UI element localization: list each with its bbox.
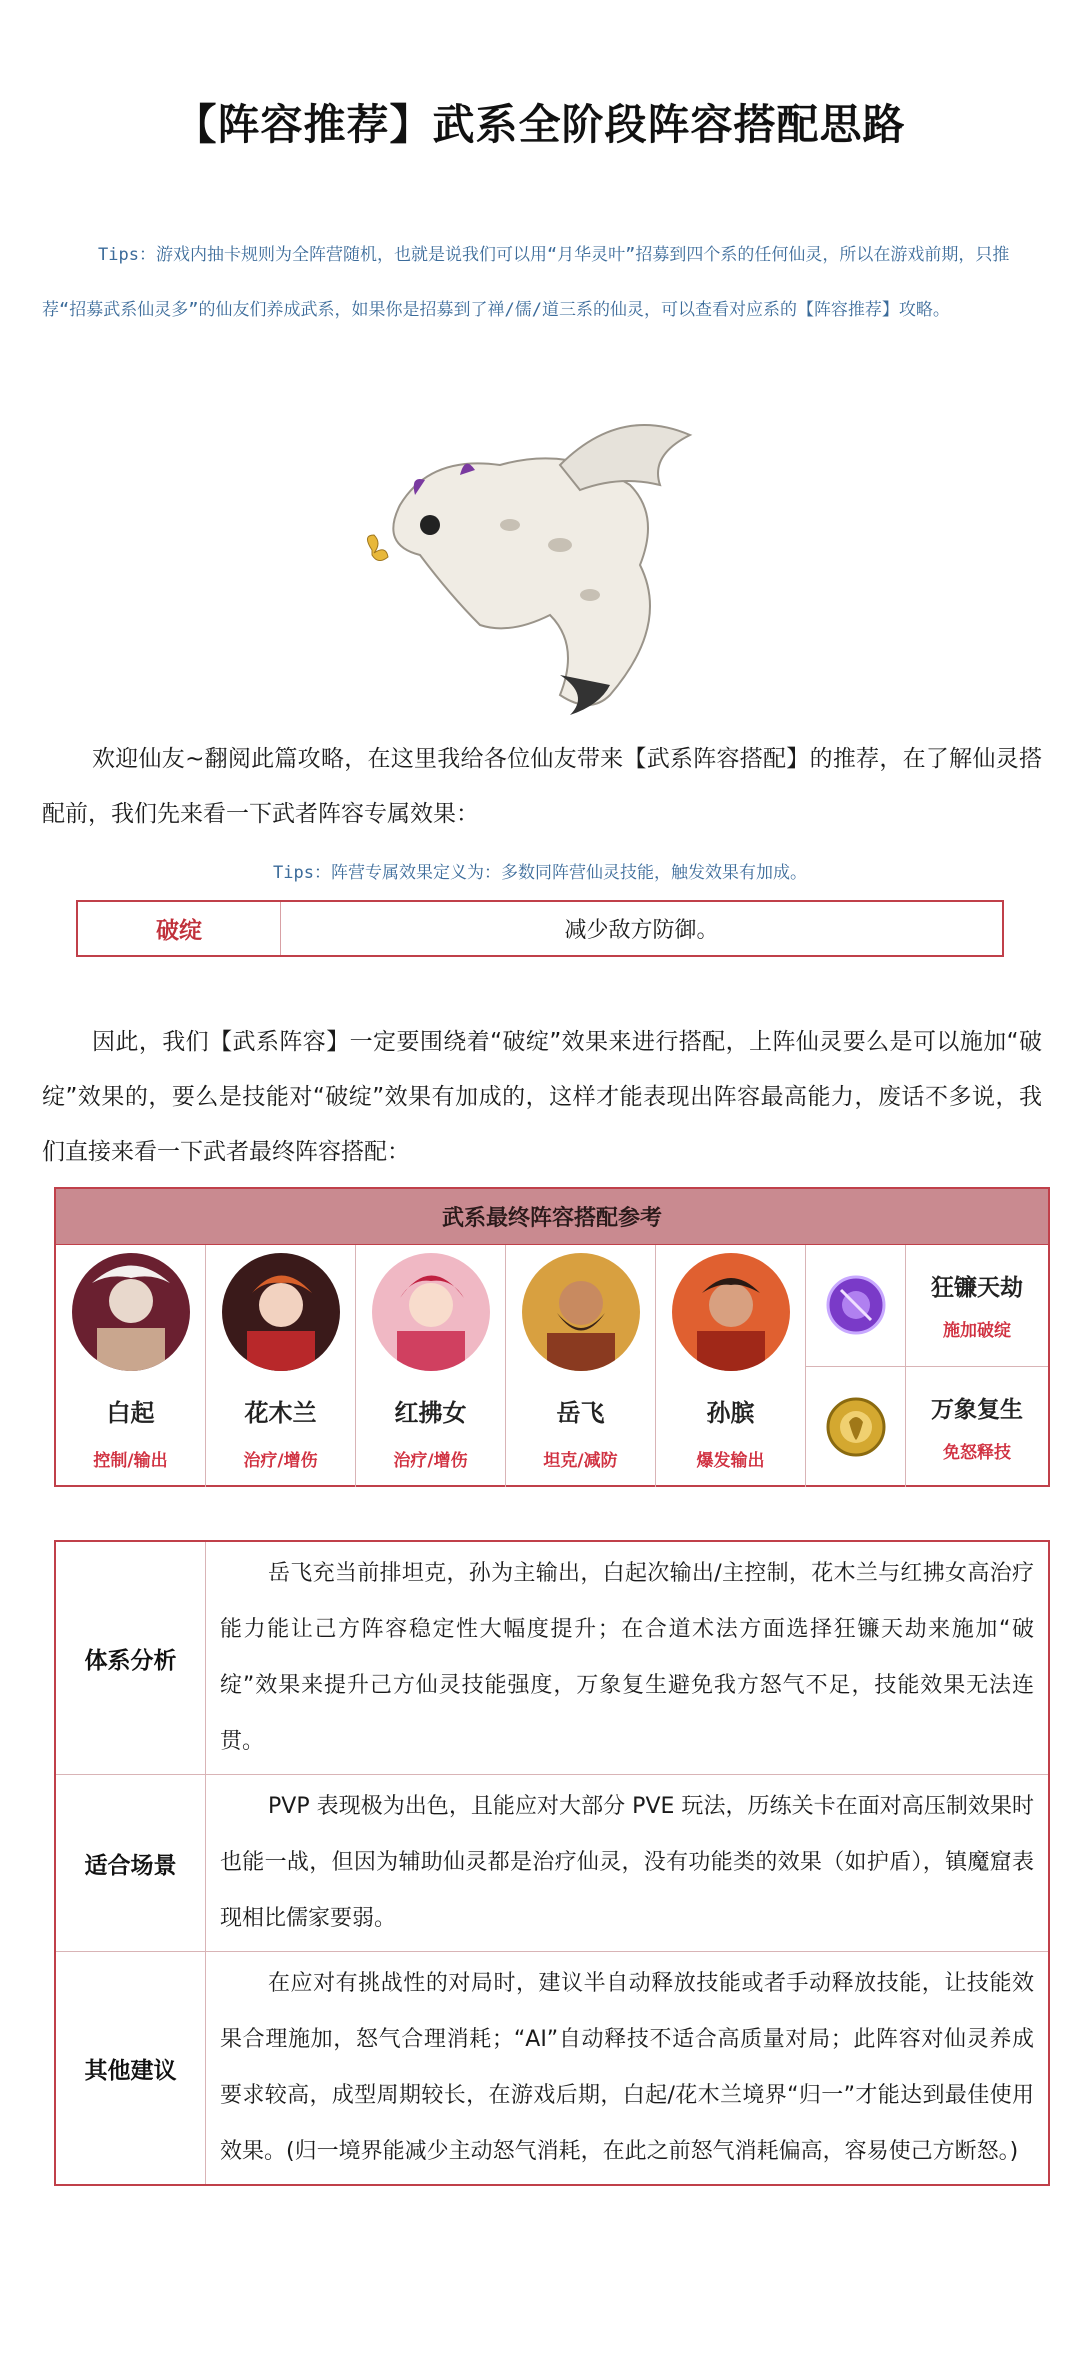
skill-row [806, 1245, 1048, 1367]
hero-avatar [522, 1253, 640, 1371]
hero-role: 控制/输出 [93, 1451, 168, 1471]
skill-name: 万象复生 [931, 1396, 1023, 1423]
hero-role: 爆发输出 [696, 1451, 765, 1471]
skill-effect: 免怒释技 [943, 1442, 1011, 1463]
hero-role: 治疗/增伤 [243, 1451, 318, 1471]
effect-name: 破绽 [78, 902, 281, 955]
analysis-label: 其他建议 [56, 1952, 206, 2184]
analysis-row [56, 1542, 1048, 1775]
hero-name: 岳飞 [556, 1399, 605, 1427]
team-paragraph: 因此，我们【武系阵容】一定要围绕着“破绽”效果来进行搭配，上阵仙灵要么是可以施加“破绽”效果的，要么是技能对“破绽”效果有加成的，这样才能表现出阵容最高能力，废话不多说，我们直接来看一下武者最终阵容搭配： [42, 1029, 1042, 1165]
scythe-skill-icon [821, 1270, 891, 1340]
analysis-label: 适合场景 [56, 1775, 206, 1951]
tips-note: Tips：游戏内抽卡规则为全阵营随机，也就是说我们可以用“月华灵叶”招募到四个系的任何仙灵，所以在游戏前期，只推荐“招募武系仙灵多”的仙友们养成武系，如果你是招募到了禅/儒/道三系的仙灵，可以查看对应系的【阵容推荐】攻略。 [42, 245, 1010, 320]
hero-card [56, 1245, 206, 1487]
analysis-table [54, 1540, 1050, 2186]
skill-row [806, 1367, 1048, 1488]
hero-card [506, 1245, 656, 1487]
hero-avatar [72, 1253, 190, 1371]
analysis-label: 体系分析 [56, 1542, 206, 1774]
analysis-row [56, 1775, 1048, 1952]
faction-effect-table [76, 900, 1004, 957]
hero-role: 坦克/减防 [543, 1451, 618, 1471]
skill-name: 狂镰天劫 [931, 1275, 1023, 1302]
hero-card [656, 1245, 806, 1487]
skill-effect: 施加破绽 [943, 1321, 1011, 1342]
hero-name: 花木兰 [244, 1399, 317, 1427]
hero-name: 白起 [106, 1399, 155, 1427]
page-title: 【阵容推荐】武系全阶段阵容搭配思路 [174, 100, 906, 149]
effect-tips: Tips：阵营专属效果定义为：多数同阵营仙灵技能，触发效果有加成。 [273, 863, 807, 883]
hero-name: 红拂女 [394, 1399, 467, 1427]
team-table [54, 1187, 1050, 1487]
mascot-illustration [360, 395, 720, 720]
hero-avatar [222, 1253, 340, 1371]
analysis-row [56, 1952, 1048, 2184]
analysis-text: PVP 表现极为出色，且能应对大部分 PVE 玩法，历练关卡在面对高压制效果时也能一战，但因为辅助仙灵都是治疗仙灵，没有功能类的效果（如护盾），镇魔窟表现相比儒家要弱。 [220, 1794, 1034, 1931]
analysis-text: 岳飞充当前排坦克，孙为主输出，白起次输出/主控制，花木兰与红拂女高治疗能力能让己方阵容稳定性大幅度提升；在合道术法方面选择狂镰天劫来施加“破绽”效果来提升己方仙灵技能强度，万象复生避免我方怒气不足，技能效果无法连贯。 [220, 1561, 1034, 1754]
hero-avatar [372, 1253, 490, 1371]
hero-card [206, 1245, 356, 1487]
hero-name: 孙膑 [706, 1399, 755, 1427]
effect-description: 减少敌方防御。 [564, 918, 719, 943]
hero-avatar [672, 1253, 790, 1371]
analysis-text: 在应对有挑战性的对局时，建议半自动释放技能或者手动释放技能，让技能效果合理施加，怒气合理消耗；“AI”自动释技不适合高质量对局；此阵容对仙灵养成要求较高，成型周期较长，在游戏后期，白起/花木兰境界“归一”才能达到最佳使用效果。(归一境界能减少主动怒气消耗，在此之前怒气消耗偏高，容易使己方断怒。) [220, 1971, 1034, 2164]
intro-paragraph: 欢迎仙友~翻阅此篇攻略，在这里我给各位仙友带来【武系阵容搭配】的推荐，在了解仙灵搭配前，我们先来看一下武者阵容专属效果： [42, 746, 1042, 827]
hero-role: 治疗/增伤 [393, 1451, 468, 1471]
revive-skill-icon [821, 1392, 891, 1462]
team-table-header: 武系最终阵容搭配参考 [56, 1189, 1048, 1245]
skills-column [806, 1245, 1048, 1487]
hero-card [356, 1245, 506, 1487]
